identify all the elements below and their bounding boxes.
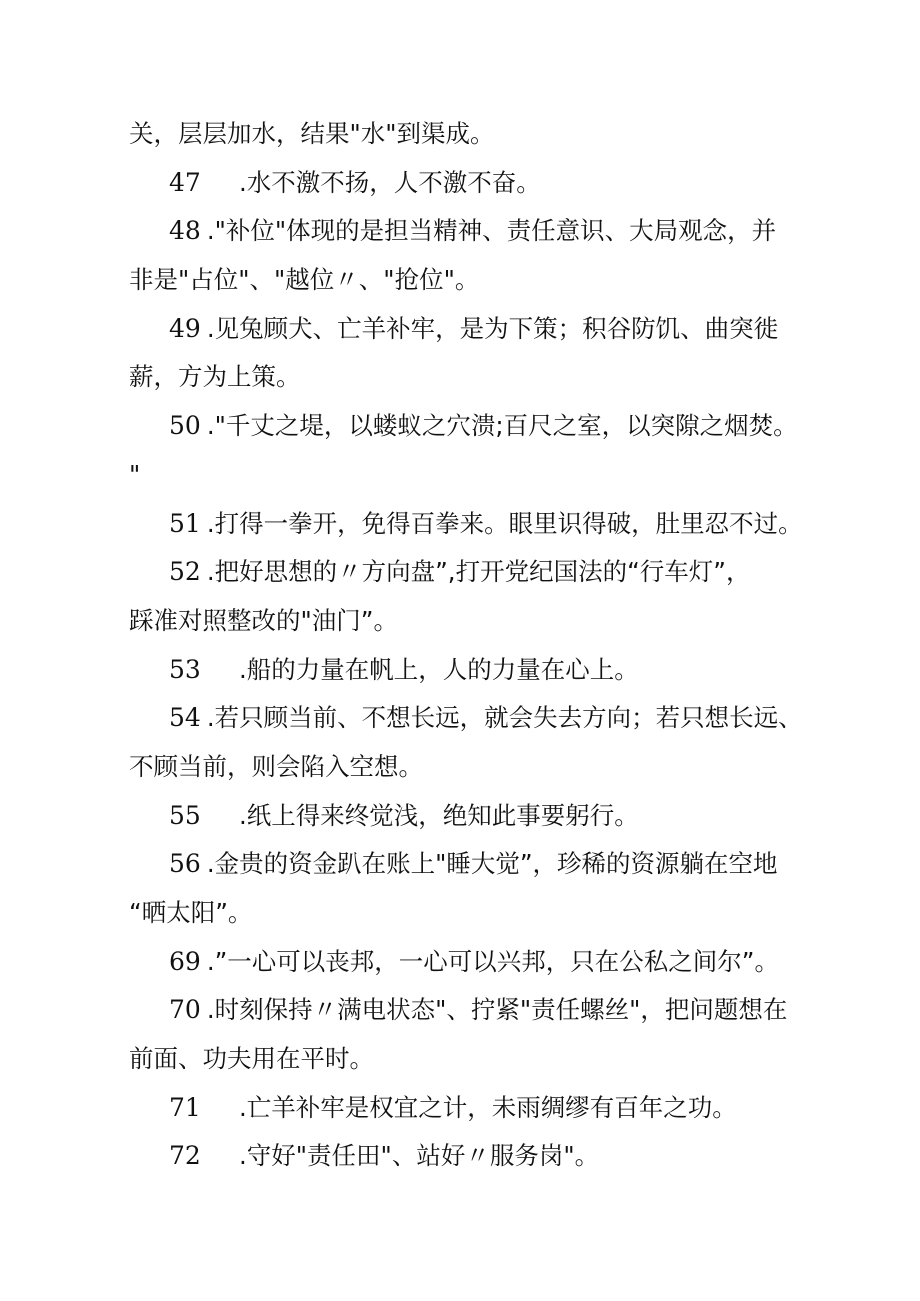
line-text: 前面、功夫用在平时。 xyxy=(129,1044,374,1074)
item-number: 50 xyxy=(169,411,201,441)
text-line-2 xyxy=(129,207,809,256)
text-line-7 xyxy=(129,451,809,500)
line-text: .守好"责任田"、站好〃服务岗"。 xyxy=(239,1141,600,1171)
line-text: ."补位"体现的是担当精神、责任意识、大局观念，并 xyxy=(206,216,777,246)
text-line-20 xyxy=(129,1084,809,1133)
line-text: 不顾当前，则会陷入空想。 xyxy=(129,751,423,781)
line-text: .金贵的资金趴在账上"睡大觉”，珍稀的资源躺在空地 xyxy=(206,849,778,879)
line-text: .见兔顾犬、亡羊补牢，是为下策；积谷防饥、曲突徙 xyxy=(206,313,779,343)
line-text: 薪，方为上策。 xyxy=(129,362,301,392)
line-text: .若只顾当前、不想长远，就会失去方向；若只想长远、 xyxy=(206,703,803,733)
text-line-15 xyxy=(129,840,809,889)
item-number: 49 xyxy=(169,313,201,343)
text-line-1 xyxy=(129,159,809,208)
text-line-21 xyxy=(129,1132,809,1181)
line-text: .水不激不扬，人不激不奋。 xyxy=(239,167,541,197)
text-line-18 xyxy=(129,986,809,1035)
item-number: 56 xyxy=(169,849,201,879)
line-text: .把好思想的〃方向盘”,打开党纪国法的“行车灯”， xyxy=(206,557,751,587)
line-text: 非是"占位"、"越位〃、"抢位"。 xyxy=(129,265,480,295)
text-line-16 xyxy=(129,889,809,938)
item-number: 53 xyxy=(169,654,201,684)
line-text: .船的力量在帆上，人的力量在心上。 xyxy=(239,654,639,684)
item-number: 48 xyxy=(169,216,201,246)
item-number: 54 xyxy=(169,703,201,733)
item-number: 71 xyxy=(169,1092,201,1122)
line-text: .”一心可以丧邦，一心可以兴邦，只在公私之间尔”。 xyxy=(206,946,779,976)
line-text: ."千丈之堤，以蝼蚁之穴溃;百尺之室，以突隙之烟焚。 xyxy=(206,411,798,441)
item-number: 47 xyxy=(169,167,201,197)
text-line-9 xyxy=(129,548,809,597)
text-line-6 xyxy=(129,402,809,451)
item-number: 51 xyxy=(169,508,201,538)
item-number: 52 xyxy=(169,557,201,587)
item-number: 72 xyxy=(169,1141,201,1171)
text-body xyxy=(129,110,809,1181)
text-line-10 xyxy=(129,597,809,646)
text-line-0 xyxy=(129,110,809,159)
text-line-11 xyxy=(129,646,809,695)
line-text: 踩准对照整改的"油门”。 xyxy=(129,605,398,635)
item-number: 69 xyxy=(169,946,201,976)
text-line-5 xyxy=(129,353,809,402)
text-line-12 xyxy=(129,694,809,743)
line-text: " xyxy=(129,459,141,489)
item-number: 55 xyxy=(169,800,201,830)
line-text: “晒太阳”。 xyxy=(129,898,253,927)
text-line-3 xyxy=(129,256,809,305)
line-text: .纸上得来终觉浅，绝知此事要躬行。 xyxy=(239,800,639,830)
text-line-14 xyxy=(129,792,809,841)
text-line-19 xyxy=(129,1035,809,1084)
text-line-4 xyxy=(129,305,809,354)
line-text: .亡羊补牢是权宜之计，未雨绸缪有百年之功。 xyxy=(239,1092,737,1122)
text-line-17 xyxy=(129,938,809,987)
line-text: .时刻保持〃满电状态"、拧紧"责任螺丝"，把问题想在 xyxy=(206,995,788,1025)
item-number: 70 xyxy=(169,995,201,1025)
line-text: .打得一拳开，免得百拳来。眼里识得破，肚里忍不过。 xyxy=(206,508,803,538)
text-line-8 xyxy=(129,500,809,549)
text-line-13 xyxy=(129,743,809,792)
line-text: 关，层层加水，结果"水"到渠成。 xyxy=(129,119,495,148)
